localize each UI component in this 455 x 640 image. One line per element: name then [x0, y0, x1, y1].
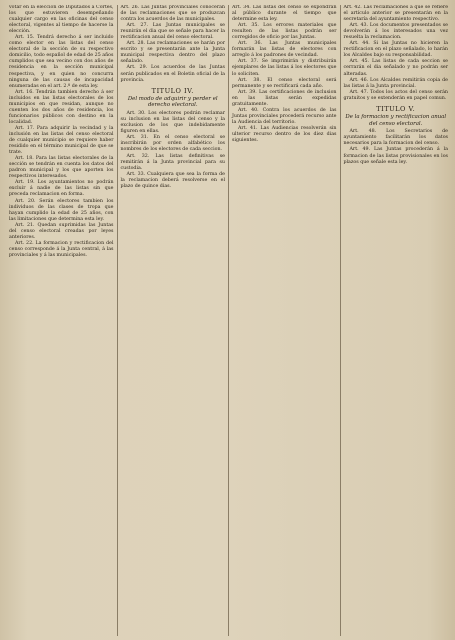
section-subheading: Del modo de adquirir y perder el derecho electoral. — [127, 95, 218, 109]
paragraph: Art. 39. Las certificaciones de inclusion en las listas serán expedidas gratuitamente. — [232, 89, 337, 107]
text-columns — [6, 5, 451, 636]
paragraph: Art. 31. En el censo electoral se inscribirán por orden alfabético los nombres de los electores de cada seccion. — [120, 135, 225, 153]
paragraph: Art. 35. Los errores materiales que resulten de las listas podrán ser corregidos de oficio por las Juntas. — [232, 23, 337, 41]
section-heading-titulo-iv: TITULO IV. — [151, 86, 194, 95]
paragraph: Art. 22. La formacion y rectificacion del censo corresponde á la Junta central, á las provinciales y á las municipales. — [9, 240, 114, 258]
paragraph: Art. 29. Los acuerdos de las Juntas serán publicados en el Boletin oficial de la provincia. — [120, 65, 225, 83]
paragraph: Art. 30. Los electores podrán reclamar su inclusion en las listas del censo y la exclusion de los que indebidamente figuren en ellas. — [120, 111, 225, 135]
paragraph: Art. 16. Tendrán tambien derecho á ser incluidos en las listas electorales de los municipios en que residan, aunque no cuenten los dos años de residencia, los funcionarios públicos con destino en la localidad. — [9, 89, 114, 125]
paragraph: votar en la elección de Diputados á Córtes, los que estuvieren desempeñando cualquier cargo en las oficinas del censo electoral, vigentes al tiempo de hacerse la elección. — [9, 5, 114, 35]
paragraph: Art. 15. Tendrá derecho á ser incluido como elector en las listas del censo electoral de la sección de su respectivo domicilio, todo español de edad de 25 años cumplidos que sea vecino con dos años de residencia en la sección municipal respectiva, y en quien no concurra ninguna de las causas de incapacidad enumeradas en el art. 2.º de esta ley. — [9, 35, 114, 89]
paragraph: Art. 18. Para las listas electorales de la sección se tendrán en cuenta los datos del padron municipal y los que aporten los respectivos interesados. — [9, 156, 114, 180]
paragraph: Art. 21. Quedan suprimidas las Juntas del censo electoral creadas por leyes anteriores. — [9, 222, 114, 240]
column-4 — [340, 5, 452, 636]
paragraph: Art. 17. Para adquirir la vecindad y la inclusión en las listas del censo electoral de cualquier municipio se requiere haber residido en el término municipal de que se trate. — [9, 125, 114, 156]
paragraph: Art. 20. Serán electores tambien los individuos de las clases de tropa que hayan cumplido la edad de 25 años, con las limitaciones que determina esta ley. — [9, 198, 114, 222]
paragraph: Art. 33. Cualquiera que sea la forma de la reclamacion deberá resolverse en el plazo de quince dias. — [120, 171, 225, 189]
section-heading-titulo-v: TITULO V. — [376, 104, 416, 113]
paragraph: Art. 41. Las Audiencias resolverán sin ulterior recurso dentro de los diez dias siguientes. — [232, 125, 337, 144]
paragraph: Art. 43. Los documentos presentados se devolverán á los interesados una vez resuelta la reclamacion. — [343, 23, 448, 41]
paragraph: Art. 26. Las Juntas provinciales conocerán de las reclamaciones que se produzcan contra los acuerdos de las municipales. — [120, 5, 225, 23]
paragraph: Art. 19. Los ayuntamientos no podrán excluir á nadie de las listas sin que preceda reclamacion en forma. — [9, 180, 114, 198]
paragraph: Art. 38. El censo electoral será permanente y se rectificará cada año. — [232, 77, 337, 89]
paragraph: Art. 27. Las Juntas municipales se reunirán el dia que se señale para hacer la rectificacion anual del censo electoral. — [120, 23, 225, 41]
column-2 — [117, 5, 229, 636]
paragraph: Art. 42. Las reclamaciones á que se refiere el artículo anterior se presentarán en la secretaría del ayuntamiento respectivo. — [343, 5, 448, 23]
section-subheading: De la formacion y rectificacion anual del censo electoral. — [345, 113, 447, 127]
paragraph: Art. 49. Las Juntas procederán á la formacion de las listas provisionales en los plazos que señale esta ley. — [343, 147, 448, 165]
paragraph: Art. 44. Si las Juntas no hicieren la rectificacion en el plazo señalado, lo harán los Alcaldes bajo su responsabilidad. — [343, 41, 448, 59]
column-1 — [6, 5, 117, 636]
paragraph: Art. 47. Todos los actos del censo serán gratuitos y se extenderán en papel comun. — [343, 89, 448, 101]
paragraph: Art. 45. Las listas de cada seccion se cerrarán el dia señalado y no podrán ser alteradas. — [343, 59, 448, 77]
column-3 — [228, 5, 340, 636]
paragraph: Art. 40. Contra los acuerdos de las Juntas provinciales procederá recurso ante la Audiencia del territorio. — [232, 107, 337, 125]
paragraph: Art. 36. Las Juntas municipales formarán las listas de electores con arreglo á los padrones de vecindad. — [232, 41, 337, 59]
paragraph: Art. 46. Los Alcaldes remitirán copia de las listas á la Junta provincial. — [343, 77, 448, 89]
paragraph: Art. 32. Las listas definitivas se remitirán á la Junta provincial para su custodia. — [120, 153, 225, 171]
paragraph: Art. 48. Los Secretarios de ayuntamiento facilitarán los datos necesarios para la formacion del censo. — [343, 129, 448, 147]
paragraph: Art. 34. Las listas del censo se expondrán al público durante el tiempo que determine esta ley. — [232, 5, 337, 23]
paragraph: Art. 28. Las reclamaciones se harán por escrito y se presentarán ante la Junta municipal respectiva dentro del plazo señalado. — [120, 41, 225, 65]
paragraph: Art. 37. Se imprimirán y distribuirán ejemplares de las listas á los electores que lo soliciten. — [232, 59, 337, 77]
